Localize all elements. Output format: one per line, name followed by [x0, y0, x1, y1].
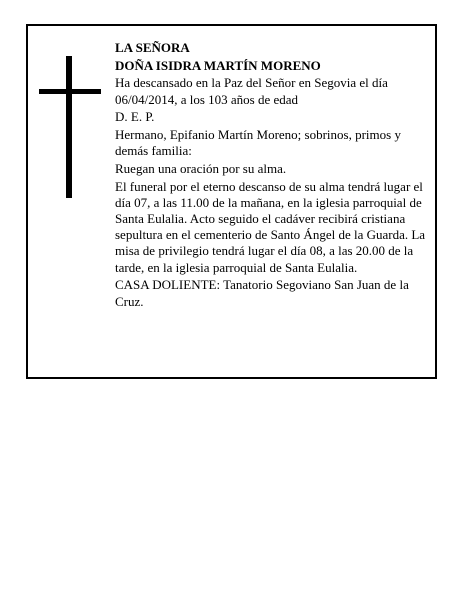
- latin-cross-icon: [39, 56, 101, 198]
- obituary-notice-frame: [26, 24, 437, 379]
- rest-in-peace: D. E. P.: [115, 109, 155, 125]
- deceased-name: DOÑA ISIDRA MARTÍN MORENO: [115, 57, 321, 73]
- funeral-details: El funeral por el eterno descanso de su alma tendrá lugar el día 07, a las 11.00 de la mañana, en la iglesia parroquial de Santa Eulalia. Acto seguido el cadáver recibirá cristiana sepultura en el cementerio de Santo Ángel de la Guarda. La misa de privilegio tendrá lugar el día 08, a las 20.00 de la tarde, en la iglesia parroquial de Santa Eulalia.: [115, 178, 426, 275]
- cross-horizontal-bar: [39, 89, 101, 94]
- funeral-home: CASA DOLIENTE: Tanatorio Segoviano San Juan de la Cruz.: [115, 277, 409, 309]
- notice-heading: LA SEÑORA: [115, 40, 190, 55]
- family-list: Hermano, Epifanio Martín Moreno; sobrinos, primos y demás familia:: [115, 127, 401, 159]
- cross-vertical-bar: [66, 56, 72, 198]
- death-announcement: Ha descansado en la Paz del Señor en Segovia el día 06/04/2014, a los 103 años de edad: [115, 75, 388, 107]
- obituary-text: [115, 40, 433, 311]
- prayer-request: Ruegan una oración por su alma.: [115, 160, 287, 176]
